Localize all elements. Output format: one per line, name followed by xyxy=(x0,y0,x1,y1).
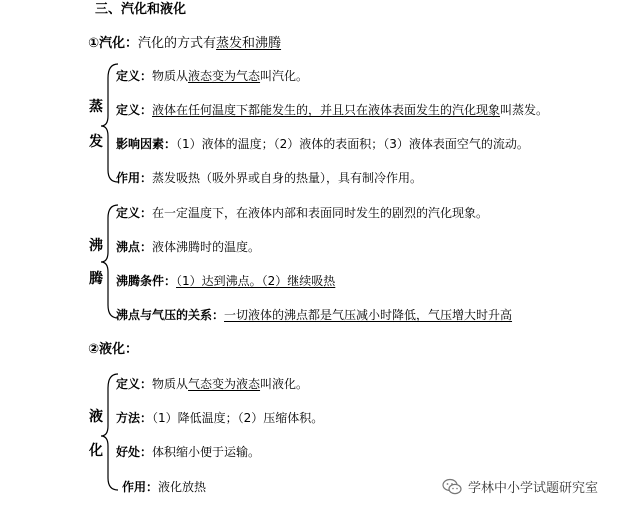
factors-text: （1）液体的温度；（2）液体的表面积；（3）液体表面空气的流动。 xyxy=(176,137,529,151)
def-emphasis: 气态变为液态 xyxy=(188,377,261,391)
boiling-point xyxy=(116,240,260,254)
evaporation-def-1 xyxy=(116,69,308,83)
liquefaction-side-label-2: 化 xyxy=(89,443,103,459)
relation-text: 一切液体的沸点都是气压减小时降低，气压增大时升高 xyxy=(224,308,513,322)
boiling-brace xyxy=(101,205,118,318)
liquefaction-effect xyxy=(122,480,206,494)
watermark xyxy=(442,477,598,496)
def-emphasis: 液态变为气态 xyxy=(188,69,261,83)
boiling-side-label-2: 腾 xyxy=(89,271,103,287)
vaporization-heading-label: ①汽化： xyxy=(88,36,139,51)
method-label: 方法： xyxy=(116,411,153,425)
def-label: 定义： xyxy=(116,377,153,391)
boiling-def xyxy=(116,206,488,220)
def-text: 在一定温度下，在液体内部和表面同时发生的剧烈的汽化现象。 xyxy=(152,206,489,220)
def-text: 物质从 xyxy=(152,377,189,391)
conditions-text: （1）达到沸点。（2）继续吸热 xyxy=(176,274,336,288)
def-text: 叫液化。 xyxy=(260,377,309,391)
conditions-label: 沸腾条件： xyxy=(116,274,177,288)
effect-text: 液化放热 xyxy=(158,480,207,494)
liquefaction-heading: ②液化： xyxy=(88,342,139,357)
liquefaction-benefit xyxy=(116,445,260,459)
liquefaction-def xyxy=(116,377,308,391)
liquefaction-side-label-1: 液 xyxy=(89,409,103,425)
boiling-conditions xyxy=(116,274,335,288)
liquefaction-brace xyxy=(101,374,118,490)
factors-label: 影响因素： xyxy=(116,137,177,151)
evaporation-effect xyxy=(116,171,422,185)
wechat-icon xyxy=(442,478,462,496)
boiling-pressure-relation xyxy=(116,308,512,322)
watermark-text: 学林中小学试题研究室 xyxy=(468,481,599,496)
vaporization-heading-desc: 汽化的方式有 xyxy=(138,36,217,51)
def-label: 定义： xyxy=(116,206,153,220)
benefit-label: 好处： xyxy=(116,445,153,459)
def-text: 叫汽化。 xyxy=(260,69,309,83)
def-text: 物质从 xyxy=(152,69,189,83)
def-label: 定义： xyxy=(116,103,153,117)
def-label: 定义： xyxy=(116,69,153,83)
section-title: 三、汽化和液化 xyxy=(95,2,187,17)
def-text: 叫蒸发。 xyxy=(500,103,549,117)
effect-label: 作用： xyxy=(116,171,153,185)
evaporation-side-label-2: 发 xyxy=(89,134,103,150)
evaporation-side-label-1: 蒸 xyxy=(89,99,103,115)
method-text: （1）降低温度；（2）压缩体积。 xyxy=(152,411,324,425)
evaporation-def-2 xyxy=(116,103,548,117)
effect-label: 作用： xyxy=(122,480,159,494)
point-label: 沸点： xyxy=(116,240,153,254)
def-emphasis: 液体在任何温度下都能发生的，并且只在液体表面发生的汽化现象 xyxy=(152,103,501,117)
boiling-side-label-1: 沸 xyxy=(89,238,103,254)
relation-label: 沸点与气压的关系： xyxy=(116,308,225,322)
effect-text: 蒸发吸热（吸外界或自身的热量），具有制冷作用。 xyxy=(152,171,423,185)
benefit-text: 体积缩小便于运输。 xyxy=(152,445,261,459)
liquefaction-method xyxy=(116,411,323,425)
point-text: 液体沸腾时的温度。 xyxy=(152,240,261,254)
evaporation-factors xyxy=(116,137,529,151)
vaporization-ways: 蒸发和沸腾 xyxy=(216,36,282,51)
